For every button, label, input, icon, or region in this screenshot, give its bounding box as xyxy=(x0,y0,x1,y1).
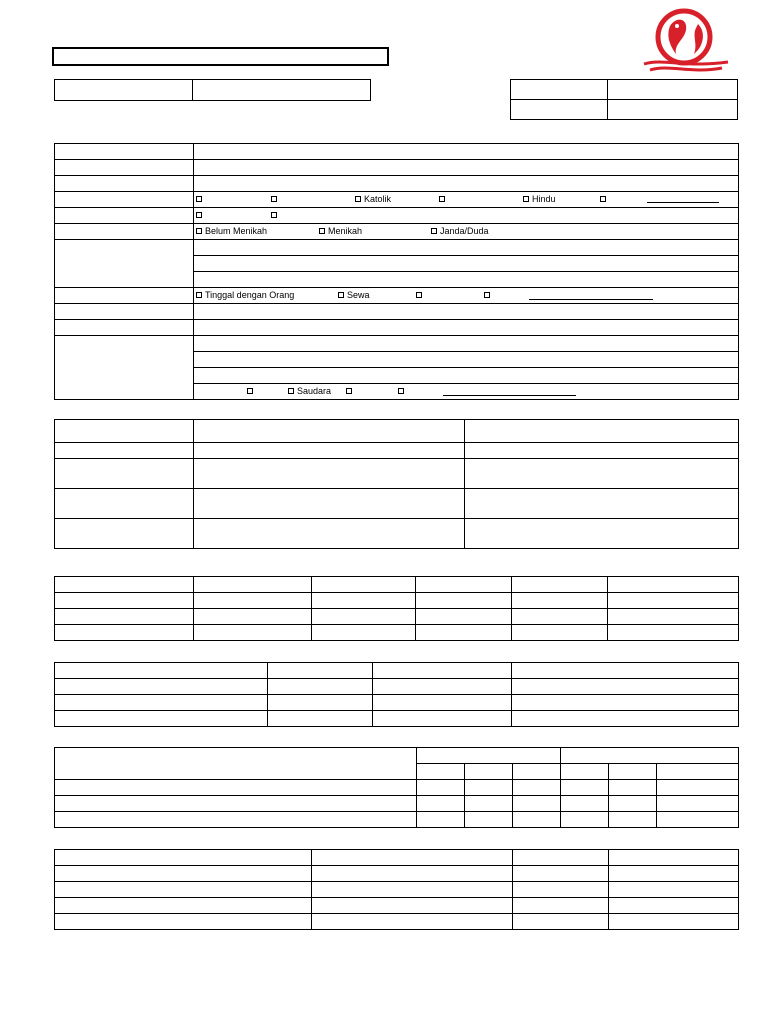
section-3-cell[interactable] xyxy=(512,593,608,609)
section-4-cell[interactable] xyxy=(512,711,739,727)
residence-option-parents[interactable]: Tinggal dengan Orang xyxy=(196,288,294,303)
status-options xyxy=(194,208,739,224)
section-3-cell[interactable] xyxy=(608,609,739,625)
header-left-fields xyxy=(54,79,371,101)
personal-value[interactable] xyxy=(194,176,739,192)
section-3-header xyxy=(512,577,608,593)
section-3-cell[interactable] xyxy=(416,625,512,641)
section-2-cell[interactable] xyxy=(465,489,739,519)
section-6-cell[interactable] xyxy=(609,866,739,882)
section-4-cell[interactable] xyxy=(512,695,739,711)
checkbox-icon xyxy=(271,196,277,202)
section-3-cell[interactable] xyxy=(512,609,608,625)
residence-option-other[interactable] xyxy=(484,288,493,303)
form-title-box[interactable] xyxy=(52,47,389,66)
residence-options xyxy=(194,288,739,304)
religion-option-katolik[interactable]: Katolik xyxy=(355,192,391,207)
marital-option-married[interactable]: Menikah xyxy=(319,224,362,239)
section-2-cell[interactable] xyxy=(55,489,194,519)
section-3-table xyxy=(54,576,739,641)
section-5-cell[interactable] xyxy=(609,796,657,812)
section-3-cell[interactable] xyxy=(194,625,312,641)
emergency-relation-options xyxy=(194,384,739,400)
section-5-cell[interactable] xyxy=(465,780,513,796)
section-2-cell[interactable] xyxy=(55,519,194,549)
emergency-line[interactable] xyxy=(194,336,739,352)
section-5-cell[interactable] xyxy=(465,812,513,828)
section-5-cell[interactable] xyxy=(657,812,739,828)
section-3-cell[interactable] xyxy=(55,625,194,641)
religion-option-hindu[interactable]: Hindu xyxy=(523,192,556,207)
section-5-cell[interactable] xyxy=(561,812,609,828)
section-5-cell[interactable] xyxy=(513,796,561,812)
relation-other-line[interactable] xyxy=(443,395,576,396)
section-6-header xyxy=(609,850,739,866)
checkbox-icon xyxy=(484,292,490,298)
residence-other-line[interactable] xyxy=(529,299,653,300)
checkbox-icon xyxy=(196,212,202,218)
section-5-cell[interactable] xyxy=(561,796,609,812)
section-5-group-header xyxy=(561,748,739,764)
section-3-header xyxy=(608,577,739,593)
address-line[interactable] xyxy=(194,256,739,272)
personal-data-table xyxy=(54,143,739,400)
section-6-cell[interactable] xyxy=(513,882,609,898)
section-2-table xyxy=(54,419,739,549)
personal-value[interactable] xyxy=(194,304,739,320)
section-5-subheader xyxy=(609,764,657,780)
checkbox-icon xyxy=(431,228,437,234)
checkbox-icon xyxy=(271,212,277,218)
religion-label xyxy=(55,192,194,208)
section-6-cell[interactable] xyxy=(55,898,312,914)
section-5-header xyxy=(55,748,417,780)
marital-option-single[interactable]: Belum Menikah xyxy=(196,224,267,239)
section-5-cell[interactable] xyxy=(609,780,657,796)
section-5-subheader xyxy=(465,764,513,780)
checkbox-icon xyxy=(416,292,422,298)
section-3-cell[interactable] xyxy=(416,609,512,625)
checkbox-icon xyxy=(346,388,352,394)
religion-option-1[interactable] xyxy=(196,192,205,207)
section-6-cell[interactable] xyxy=(312,898,513,914)
section-2-cell[interactable] xyxy=(55,459,194,489)
status-option-2[interactable] xyxy=(271,208,280,223)
checkbox-icon xyxy=(439,196,445,202)
religion-options xyxy=(194,192,739,208)
section-6-cell[interactable] xyxy=(513,898,609,914)
checkbox-icon xyxy=(600,196,606,202)
personal-label xyxy=(55,160,194,176)
header-right-value-2[interactable] xyxy=(608,100,738,120)
residence-label xyxy=(55,288,194,304)
emergency-line[interactable] xyxy=(194,368,739,384)
section-4-cell[interactable] xyxy=(55,711,268,727)
section-4-cell[interactable] xyxy=(55,695,268,711)
marital-options xyxy=(194,224,739,240)
header-label-cell xyxy=(55,80,193,101)
personal-label xyxy=(55,176,194,192)
personal-label xyxy=(55,320,194,336)
section-6-cell[interactable] xyxy=(55,914,312,930)
address-line[interactable] xyxy=(194,240,739,256)
section-5-subheader xyxy=(513,764,561,780)
personal-value[interactable] xyxy=(194,144,739,160)
section-3-cell[interactable] xyxy=(194,609,312,625)
section-4-cell[interactable] xyxy=(373,679,512,695)
section-5-subheader xyxy=(561,764,609,780)
section-6-cell[interactable] xyxy=(609,914,739,930)
status-label xyxy=(55,208,194,224)
relation-option-sibling[interactable]: Saudara xyxy=(288,384,331,399)
section-6-header xyxy=(55,850,312,866)
address-line[interactable] xyxy=(194,272,739,288)
checkbox-icon xyxy=(288,388,294,394)
checkbox-icon xyxy=(196,196,202,202)
section-4-header xyxy=(268,663,373,679)
section-6-cell[interactable] xyxy=(55,866,312,882)
section-2-cell[interactable] xyxy=(465,443,739,459)
header-right-label-1 xyxy=(511,80,608,100)
section-3-cell[interactable] xyxy=(194,593,312,609)
personal-label xyxy=(55,144,194,160)
religion-option-other[interactable] xyxy=(600,192,609,207)
section-6-table xyxy=(54,849,739,930)
religion-option-2[interactable] xyxy=(271,192,280,207)
section-3-header xyxy=(194,577,312,593)
residence-option-rent[interactable]: Sewa xyxy=(338,288,370,303)
section-5-table xyxy=(54,747,739,828)
section-4-cell[interactable] xyxy=(373,695,512,711)
personal-label xyxy=(55,304,194,320)
section-5-cell[interactable] xyxy=(561,780,609,796)
section-5-cell[interactable] xyxy=(465,796,513,812)
section-3-cell[interactable] xyxy=(312,625,416,641)
section-5-cell[interactable] xyxy=(55,812,417,828)
relation-option-1[interactable] xyxy=(247,384,256,399)
section-3-header xyxy=(55,577,194,593)
section-6-cell[interactable] xyxy=(312,914,513,930)
section-2-cell[interactable] xyxy=(194,443,465,459)
section-5-cell[interactable] xyxy=(513,812,561,828)
section-5-cell[interactable] xyxy=(417,796,465,812)
section-3-header xyxy=(416,577,512,593)
checkbox-icon xyxy=(319,228,325,234)
religion-option-4[interactable] xyxy=(439,192,448,207)
checkbox-icon xyxy=(196,292,202,298)
section-3-cell[interactable] xyxy=(608,625,739,641)
section-5-cell[interactable] xyxy=(55,796,417,812)
section-6-header xyxy=(513,850,609,866)
section-4-table xyxy=(54,662,739,727)
section-3-cell[interactable] xyxy=(55,609,194,625)
section-6-cell[interactable] xyxy=(609,898,739,914)
section-3-cell[interactable] xyxy=(416,593,512,609)
section-5-cell[interactable] xyxy=(657,796,739,812)
section-2-cell[interactable] xyxy=(194,489,465,519)
section-2-cell[interactable] xyxy=(465,459,739,489)
personal-value[interactable] xyxy=(194,320,739,336)
marital-option-widowed[interactable]: Janda/Duda xyxy=(431,224,489,239)
marital-label xyxy=(55,224,194,240)
section-5-cell[interactable] xyxy=(417,812,465,828)
header-right-value-1[interactable] xyxy=(608,80,738,100)
section-4-cell[interactable] xyxy=(373,711,512,727)
personal-value[interactable] xyxy=(194,160,739,176)
section-6-header xyxy=(312,850,513,866)
section-5-cell[interactable] xyxy=(657,780,739,796)
checkbox-icon xyxy=(247,388,253,394)
header-right-fields xyxy=(510,79,738,120)
section-6-cell[interactable] xyxy=(312,882,513,898)
residence-option-3[interactable] xyxy=(416,288,425,303)
section-6-cell[interactable] xyxy=(55,882,312,898)
section-4-header xyxy=(55,663,268,679)
address-label xyxy=(55,240,194,288)
section-3-cell[interactable] xyxy=(312,593,416,609)
section-5-subheader xyxy=(417,764,465,780)
section-2-header xyxy=(465,420,739,443)
section-4-cell[interactable] xyxy=(268,679,373,695)
section-4-cell[interactable] xyxy=(55,679,268,695)
koi-fish-logo-icon xyxy=(640,6,732,76)
section-3-cell[interactable] xyxy=(512,625,608,641)
section-5-cell[interactable] xyxy=(55,780,417,796)
section-2-cell[interactable] xyxy=(194,519,465,549)
section-6-cell[interactable] xyxy=(609,882,739,898)
checkbox-icon xyxy=(523,196,529,202)
section-2-header xyxy=(55,420,194,443)
section-2-cell[interactable] xyxy=(194,459,465,489)
section-3-header xyxy=(312,577,416,593)
header-right-label-2 xyxy=(511,100,608,120)
section-4-cell[interactable] xyxy=(268,695,373,711)
emergency-line[interactable] xyxy=(194,352,739,368)
section-2-cell[interactable] xyxy=(465,519,739,549)
section-6-cell[interactable] xyxy=(513,866,609,882)
religion-other-line[interactable] xyxy=(647,202,719,203)
checkbox-icon xyxy=(398,388,404,394)
section-5-cell[interactable] xyxy=(417,780,465,796)
emergency-label xyxy=(55,336,194,400)
checkbox-icon xyxy=(355,196,361,202)
relation-option-3[interactable] xyxy=(346,384,355,399)
section-3-cell[interactable] xyxy=(608,593,739,609)
section-2-header xyxy=(194,420,465,443)
section-3-cell[interactable] xyxy=(312,609,416,625)
section-5-group-header xyxy=(417,748,561,764)
section-5-subheader xyxy=(657,764,739,780)
section-6-cell[interactable] xyxy=(513,914,609,930)
checkbox-icon xyxy=(196,228,202,234)
section-4-cell[interactable] xyxy=(512,679,739,695)
section-4-header xyxy=(373,663,512,679)
checkbox-icon xyxy=(338,292,344,298)
section-2-cell[interactable] xyxy=(55,443,194,459)
header-value-cell[interactable] xyxy=(193,80,371,101)
section-5-cell[interactable] xyxy=(513,780,561,796)
section-6-cell[interactable] xyxy=(312,866,513,882)
status-option-1[interactable] xyxy=(196,208,205,223)
section-4-cell[interactable] xyxy=(268,711,373,727)
section-4-header xyxy=(512,663,739,679)
section-5-cell[interactable] xyxy=(609,812,657,828)
relation-option-other[interactable] xyxy=(398,384,407,399)
section-3-cell[interactable] xyxy=(55,593,194,609)
